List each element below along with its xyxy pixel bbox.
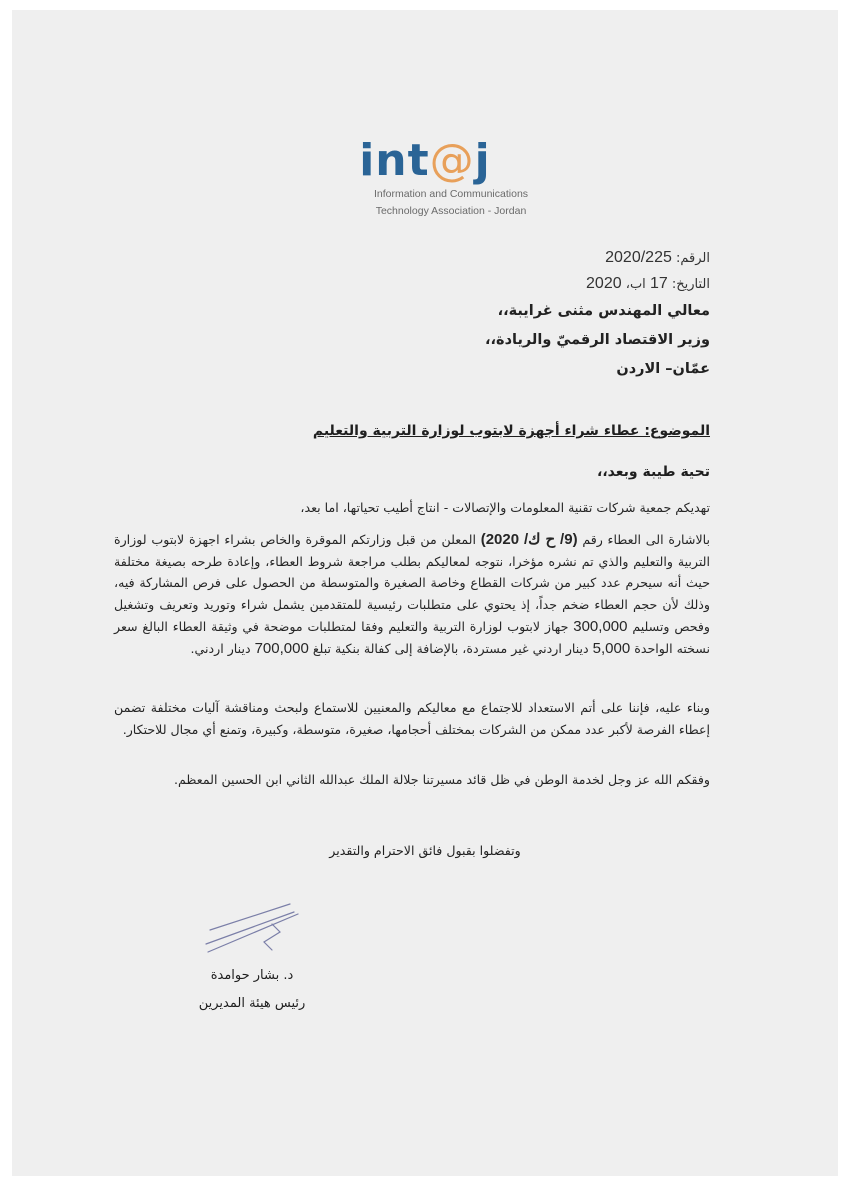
p2-text-b: المعلن من قبل وزارتكم الموقرة والخاص بشراء اجهزة لابتوب لوزارة التربية والتعليم والذي تم نشره مؤخرا، نتوجه لمعاليكم بطلب مراجعة شروط العطاء، وإعادة طرحه بصيغة مختلفة حيث أنه سيحرم عدد كبير من شركات القطاع وخاصة الصغيرة والمتوسطة من الحصول على فرص المشاركة فيه، وذلك لأن حجم العطاء ضخم جداً، إذ يحتوي على متطلبات رئيسية للمتقدمين يشمل شراء وتوريد وتعريف وتشغيل وفحص وتسليم — [114, 532, 710, 634]
p2-text-e: دينار اردني. — [190, 640, 251, 656]
p2-text-a: بالاشارة الى العطاء رقم — [582, 532, 710, 547]
reference-value: 2020/225 — [605, 249, 672, 266]
letter-page — [12, 10, 838, 1176]
tender-number: (9/ ح ك/ 2020) — [480, 531, 578, 548]
p2-text-c: جهاز لابتوب لوزارة التربية والتعليم وفقا لمتطلبات موضحة في وثيقة العطاء البالغ سعر نسخته الواحدة — [114, 618, 710, 656]
letter-date — [310, 271, 710, 297]
signature-block — [172, 962, 332, 1018]
logo-subtitle-2: Technology Association - Jordan — [375, 205, 527, 217]
recipient-name: معالي المهندس مثنى غرايبة،، — [497, 303, 710, 319]
reference-label: الرقم: — [676, 251, 710, 266]
logo-word-prefix: int — [359, 135, 430, 186]
closing-line: وتفضلوا بقبول فائق الاحترام والتقدير — [329, 843, 521, 858]
logo-at-symbol: @ — [429, 135, 475, 186]
letter-subject: الموضوع: عطاء شراء أجهزة لابتوب لوزارة التربية والتعليم — [312, 423, 710, 439]
paragraph-intro: تهديكم جمعية شركات تقنية المعلومات والإتصالات - انتاج أطيب تحياتها، اما بعد، — [300, 500, 710, 515]
date-month: اب، — [625, 277, 646, 292]
date-day: 17 — [649, 275, 668, 292]
letter-header-meta — [310, 245, 710, 384]
paragraph-meeting: وبناء عليه، فإننا على أتم الاستعداد للاجتماع مع معاليكم والمعنيين للاستماع ولبحث ومناقشة آليات مختلفة تضمن إعطاء الفرصة لأكبر عدد ممكن من الشركات بمختلف أحجامها، صغيرة، متوسطة، وكبيرة، وتمنع أي مجال للاحتكار. — [114, 700, 710, 737]
bank-guarantee: 700,000 — [254, 639, 309, 657]
handwritten-signature — [202, 900, 302, 960]
recipient-location: عمّان– الاردن — [616, 361, 710, 377]
laptop-quantity: 300,000 — [573, 617, 628, 635]
recipient-title: وزير الاقتصاد الرقميّ والريادة،، — [485, 332, 710, 348]
document-price: 5,000 — [592, 639, 631, 657]
intaj-logo — [12, 135, 838, 218]
paragraph-blessing: وفقكم الله عز وجل لخدمة الوطن في ظل قائد مسيرتنا جلالة الملك عبدالله الثاني ابن الحسين المعظم. — [174, 772, 710, 787]
logo-word-suffix: j — [474, 135, 491, 186]
logo-wordmark — [12, 135, 838, 186]
date-year: 2020 — [586, 275, 622, 292]
reference-number — [310, 245, 710, 271]
signatory-name: د. بشار حوامدة — [210, 968, 294, 983]
logo-subtitle-1: Information and Communications — [373, 188, 529, 200]
date-label: التاريخ: — [671, 277, 710, 292]
p2-text-d: دينار اردني غير مستردة، بالإضافة إلى كفالة بنكية تبلغ — [312, 640, 589, 656]
signatory-title: رئيس هيئة المديرين — [198, 996, 306, 1011]
paragraph-tender — [114, 529, 710, 659]
greeting: تحية طيبة وبعد،، — [597, 464, 710, 480]
